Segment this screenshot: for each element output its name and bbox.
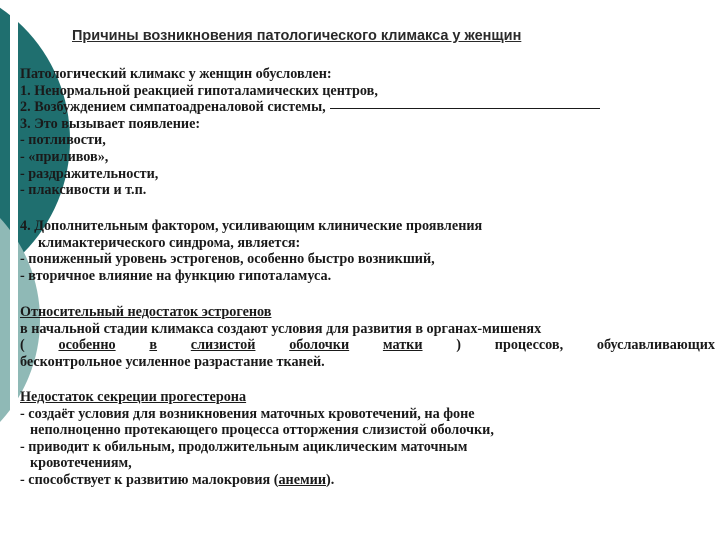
estrogen-line-justified xyxy=(20,337,715,354)
cause-1: 1. Ненормальной реакцией гипоталамических центров, xyxy=(20,82,378,99)
section-estrogen xyxy=(20,304,715,370)
word: ) xyxy=(456,337,462,354)
symptom-item: - раздражительности, xyxy=(20,165,159,182)
progesterone-item: - приводит к обильным, продолжительным ациклическим маточным xyxy=(20,438,468,455)
progesterone-item-cont: кровотечениям, xyxy=(30,455,132,472)
word-link: матки xyxy=(382,337,423,354)
progesterone-item-last: - способствует к развитию малокровия (анемии). xyxy=(20,471,335,488)
factor-intro-cont: климактерического синдрома, является: xyxy=(38,234,301,251)
progesterone-item: - создаёт условия для возникновения маточных кровотечений, на фоне xyxy=(20,405,475,422)
estrogen-heading: Относительный недостаток эстрогенов xyxy=(20,304,272,320)
section-progesterone xyxy=(20,389,715,489)
factor-intro: 4. Дополнительным фактором, усиливающим клинические проявления xyxy=(20,218,483,234)
cause-3: 3. Это вызывает появление: xyxy=(20,115,201,132)
section-additional-factor xyxy=(20,218,715,284)
anemia-link[interactable]: анемии xyxy=(278,471,327,488)
word-link: слизистой xyxy=(190,337,256,354)
causes-intro: Патологический климакс у женщин обусловлен: xyxy=(20,66,332,82)
word: ( xyxy=(20,337,25,354)
word-link: особенно xyxy=(58,337,116,354)
underline-rule xyxy=(330,108,600,109)
word: процессов, xyxy=(494,337,564,354)
factor-item: - вторичное влияние на функцию гипоталамуса. xyxy=(20,267,332,284)
word-link: в xyxy=(149,337,158,354)
symptom-item: - «приливов», xyxy=(20,148,109,165)
page-title: Причины возникновения патологического климакса у женщин xyxy=(72,28,522,44)
symptom-item: - потливости, xyxy=(20,132,106,149)
cause-2: 2. Возбуждением симпатоадреналовой системы, xyxy=(20,99,715,116)
word: обуславливающих xyxy=(596,337,715,354)
symptom-item: - плаксивости и т.п. xyxy=(20,182,147,199)
decor-strip xyxy=(10,0,18,540)
progesterone-heading: Недостаток секреции прогестерона xyxy=(20,389,247,405)
estrogen-line: бесконтрольное усиленное разрастание тканей. xyxy=(20,353,325,370)
progesterone-item-cont: неполноценно протекающего процесса отторжения слизистой оболочки, xyxy=(30,422,494,439)
estrogen-line: в начальной стадии климакса создают условия для развития в органах-мишенях xyxy=(20,320,542,337)
word-link: оболочки xyxy=(289,337,350,354)
factor-item: - пониженный уровень эстрогенов, особенно быстро возникший, xyxy=(20,251,435,268)
section-causes xyxy=(20,66,715,199)
